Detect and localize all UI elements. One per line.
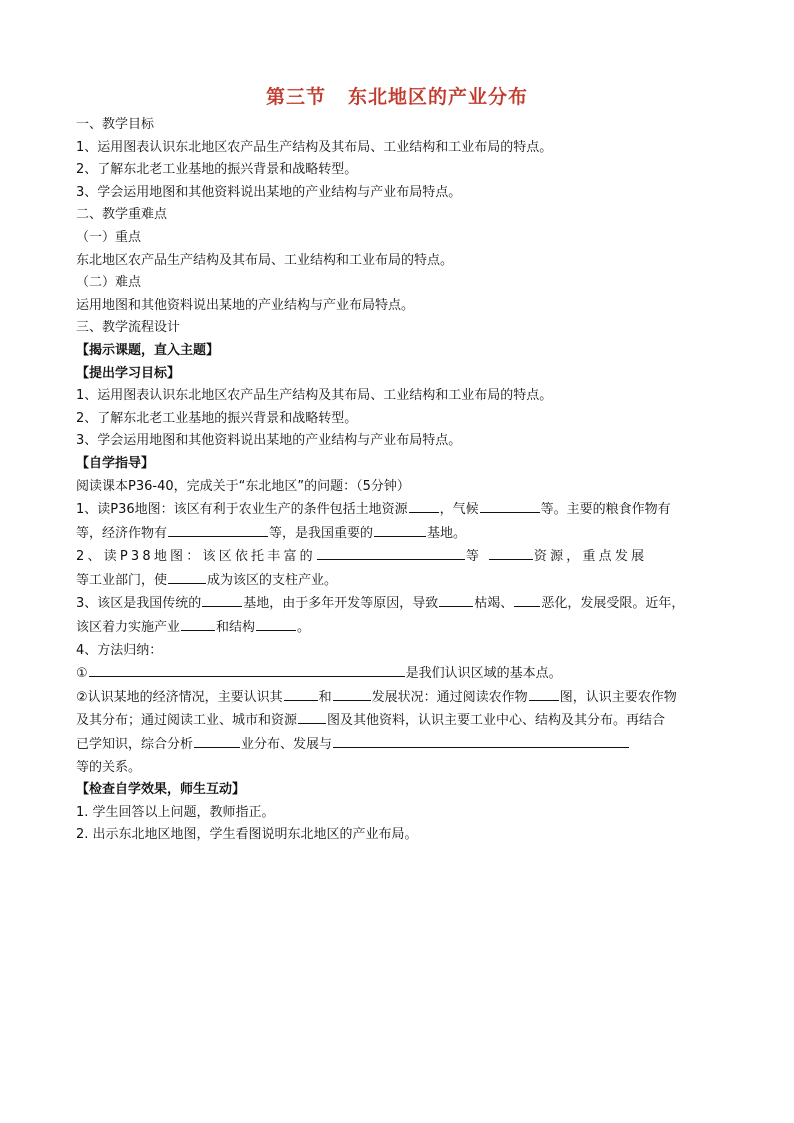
question-2: 2、读P38地图：该区依托丰富的 等 资源，重点发展 [76,545,718,569]
question-2-cont: 等工业部门，使 成为该区的支柱产业。 [76,569,718,593]
document-page [76,86,718,847]
title-section: 第三节 [265,86,326,108]
blank [489,545,533,560]
blank [514,592,540,607]
paragraph: 运用地图和其他资料说出某地的产业结构与产业布局特点。 [76,297,415,313]
step-heading: 【检查自学效果，师生互动】 [76,782,246,798]
method-1: ① 是我们认识区域的基本点。 [76,662,718,686]
blank [168,522,268,537]
step-heading: 【自学指导】 [76,455,155,471]
question-3-cont: 该区着力实施产业 和结构 。 [76,616,718,640]
goal-item: 2、了解东北老工业基地的振兴背景和战略转型。 [76,162,358,178]
blank [194,733,240,748]
blank [317,545,465,560]
reading-instruction: 阅读课本P36-40，完成关于“东北地区”的问题：（5分钟） [76,478,410,494]
method-2-cont: 及其分布；通过阅读工业、城市和资源 图及其他资料，认识主要工业中心、结构及其分布。再结合 [76,709,718,733]
blank [439,592,473,607]
blank [480,498,540,513]
blank [284,686,318,701]
blank [89,662,405,677]
question-3: 3、该区是我国传统的 基地，由于多年开发等原因，导致 枯竭、 恶化，发展受限。近年， [76,592,718,616]
blank [529,686,559,701]
goal-item: 1、运用图表认识东北地区农产品生产结构及其布局、工业结构和工业布局的特点。 [76,388,553,404]
section-heading: 三、教学流程设计 [76,320,181,336]
goal-item: 2、了解东北老工业基地的振兴背景和战略转型。 [76,410,358,426]
method-2-cont: 已学知识，综合分析 业分布、发展与 [76,733,718,757]
goal-item: 1、运用图表认识东北地区农产品生产结构及其布局、工业结构和工业布局的特点。 [76,139,553,155]
step-heading: 【揭示课题，直入主题】 [76,342,220,358]
blank [256,616,296,631]
paragraph: 东北地区农产品生产结构及其布局、工业结构和工业布局的特点。 [76,252,454,268]
section-heading: 一、教学目标 [76,117,155,132]
goal-item: 3、学会运用地图和其他资料说出某地的产业结构与产业布局特点。 [76,433,462,449]
blank [168,569,206,584]
step-heading: 【提出学习目标】 [76,365,181,381]
method-2-cont: 等的关系。 [76,759,142,775]
method-heading: 4、方法归纳： [76,642,163,658]
section-heading: 二、教学重难点 [76,207,168,223]
title-topic: 东北地区的产业分布 [348,86,529,108]
goal-item: 3、学会运用地图和其他资料说出某地的产业结构与产业布局特点。 [76,184,462,200]
check-item: 2. 出示东北地区地图，学生看图说明东北地区的产业布局。 [76,827,418,843]
blank [202,592,242,607]
check-item: 1. 学生回答以上问题，教师指正。 [76,804,275,820]
method-2: ②认识某地的经济情况，主要认识其 和 发展状况：通过阅读农作物 图，认识主要农作物 [76,686,718,710]
page-title [76,86,718,108]
blank [333,733,629,748]
blank [333,686,371,701]
blank [181,616,215,631]
question-1: 1、读P36地图：该区有利于农业生产的条件包括土地资源 ，气候 等。主要的粮食作物有 [76,498,718,522]
blank [298,709,326,724]
subheading: （二）难点 [76,275,142,291]
blank [409,498,439,513]
subheading: （一）重点 [76,229,142,245]
blank [374,522,426,537]
question-1-cont: 等，经济作物有 等，是我国重要的 基地。 [76,522,718,546]
